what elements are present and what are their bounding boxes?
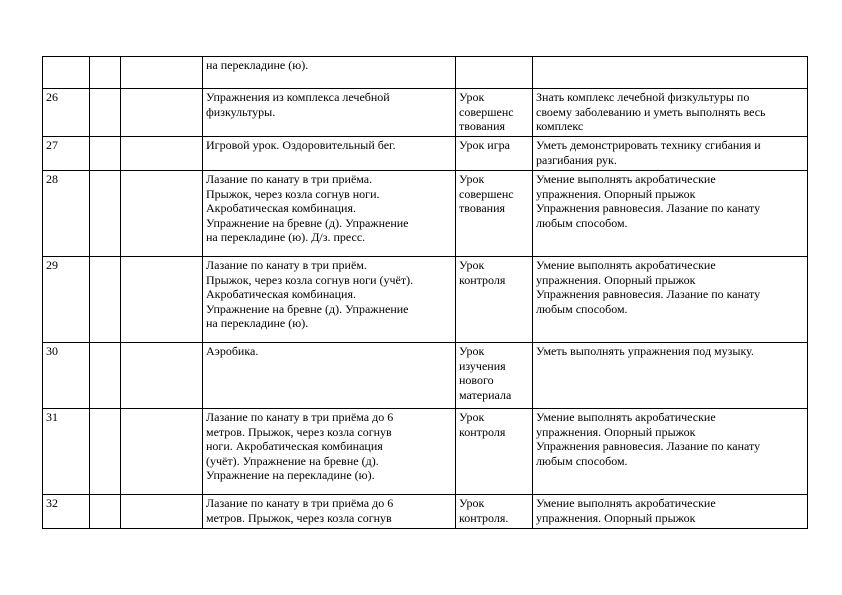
type-line: Урок [459, 410, 485, 424]
date-fact-cell [121, 89, 203, 137]
type-line: Урок [459, 496, 485, 510]
lesson-number-cell: 32 [43, 495, 90, 529]
type-line: нового [459, 373, 494, 387]
type-line: Урок [459, 90, 485, 104]
table-row [43, 171, 808, 257]
lesson-type-cell [456, 57, 533, 89]
requirement-line: комплекс [536, 119, 584, 133]
date-fact-cell [121, 171, 203, 257]
date-plan-cell [90, 137, 121, 171]
requirement-line: Умение выполнять акробатические [536, 410, 716, 424]
topic-line: метров. Прыжок, через козла согнув [206, 424, 392, 439]
lesson-number-cell: 28 [43, 171, 90, 257]
topic-line: на перекладине (ю). [206, 58, 309, 72]
table-row [43, 409, 808, 495]
lesson-type-cell [456, 257, 533, 343]
date-plan-cell [90, 495, 121, 529]
topic-line: Упражнение на перекладине (ю). [206, 468, 375, 482]
lesson-topic-cell [203, 257, 456, 343]
type-line: Урок [459, 258, 485, 272]
topic-line: Лазание по канату в три приёма. [206, 172, 373, 186]
topic-line: Лазание по канату в три приёма до 6 [206, 410, 394, 424]
type-line: Урок [459, 344, 485, 358]
topic-line: на перекладине (ю). Д/з. пресс. [206, 230, 366, 244]
table-row [43, 257, 808, 343]
lesson-number-cell: 27 [43, 137, 90, 171]
requirement-line: Умение выполнять акробатические [536, 258, 716, 272]
lesson-type-cell [456, 495, 533, 529]
lesson-number-cell: 31 [43, 409, 90, 495]
requirement-line: любым способом. [536, 301, 628, 316]
lesson-number-cell: 30 [43, 343, 90, 409]
type-line: Урок игра [459, 138, 510, 152]
requirement-line: Умение выполнять акробатические [536, 496, 716, 510]
lesson-number-cell: 26 [43, 89, 90, 137]
requirement-line: Умение выполнять акробатические [536, 172, 716, 186]
lesson-topic-cell [203, 137, 456, 171]
lesson-topic-cell [203, 57, 456, 89]
requirements-cell [533, 89, 808, 137]
lesson-plan-body [43, 57, 808, 529]
table-row [43, 89, 808, 137]
lesson-type-cell [456, 171, 533, 257]
requirement-line: Уметь демонстрировать технику сгибания и [536, 138, 761, 152]
date-plan-cell [90, 343, 121, 409]
date-fact-cell [121, 495, 203, 529]
requirement-line: Упражнения равновесия. Лазание по канату [536, 201, 761, 215]
requirements-cell [533, 137, 808, 171]
lesson-topic-cell [203, 343, 456, 409]
type-line: материала [459, 387, 512, 402]
lesson-topic-cell [203, 171, 456, 257]
requirement-line: любым способом. [536, 453, 628, 468]
table-row [43, 495, 808, 529]
topic-line: Лазание по канату в три приём. [206, 258, 367, 272]
requirement-line: Уметь выполнять упражнения под музыку. [536, 344, 754, 358]
requirement-line: Знать комплекс лечебной физкультуры по [536, 90, 750, 104]
date-plan-cell [90, 409, 121, 495]
requirements-cell [533, 171, 808, 257]
topic-line: Упражнение на бревне (д). Упражнение [206, 301, 409, 316]
date-fact-cell [121, 57, 203, 89]
requirement-line: Упражнения равновесия. Лазание по канату [536, 439, 761, 453]
requirement-line: упражнения. Опорный прыжок [536, 424, 696, 439]
type-line: Урок [459, 172, 485, 186]
table-row [43, 137, 808, 171]
type-line: контроля [459, 424, 506, 439]
topic-line: Акробатическая комбинация. [206, 201, 356, 215]
lesson-number-cell: 29 [43, 257, 90, 343]
lesson-number-cell [43, 57, 90, 89]
type-line: контроля [459, 272, 506, 287]
date-plan-cell [90, 257, 121, 343]
requirement-line: упражнения. Опорный прыжок [536, 272, 696, 287]
type-line: твования [459, 119, 506, 133]
table-row [43, 343, 808, 409]
date-plan-cell [90, 89, 121, 137]
lesson-type-cell [456, 89, 533, 137]
date-fact-cell [121, 409, 203, 495]
date-fact-cell [121, 343, 203, 409]
type-line: совершенс [459, 186, 514, 201]
lesson-plan-table [42, 56, 808, 529]
lesson-topic-cell [203, 409, 456, 495]
topic-line: ноги. Акробатическая комбинация [206, 439, 383, 453]
lesson-type-cell [456, 343, 533, 409]
topic-line: Упражнение на бревне (д). Упражнение [206, 215, 409, 230]
date-plan-cell [90, 57, 121, 89]
topic-line: метров. Прыжок, через козла согнув [206, 510, 392, 525]
topic-line: на перекладине (ю). [206, 316, 309, 330]
lesson-topic-cell [203, 89, 456, 137]
topic-line: (учёт). Упражнение на бревне (д). [206, 453, 379, 468]
lesson-type-cell [456, 137, 533, 171]
requirements-cell [533, 409, 808, 495]
table-row [43, 57, 808, 89]
topic-line: Аэробика. [206, 344, 259, 358]
requirement-line: упражнения. Опорный прыжок [536, 510, 696, 525]
date-fact-cell [121, 137, 203, 171]
type-line: изучения [459, 358, 506, 373]
requirement-line: разгибания рук. [536, 152, 617, 167]
date-plan-cell [90, 171, 121, 257]
requirement-line: любым способом. [536, 215, 628, 230]
requirement-line: своему заболеванию и уметь выполнять весь [536, 104, 766, 119]
type-line: совершенс [459, 104, 514, 119]
type-line: контроля. [459, 510, 509, 525]
topic-line: Лазание по канату в три приёма до 6 [206, 496, 394, 510]
requirements-cell [533, 257, 808, 343]
requirements-cell [533, 343, 808, 409]
topic-line: Акробатическая комбинация. [206, 287, 356, 301]
topic-line: Игровой урок. Оздоровительный бег. [206, 138, 396, 152]
topic-line: Прыжок, через козла согнув ноги (учёт). [206, 272, 414, 287]
date-fact-cell [121, 257, 203, 343]
topic-line: Прыжок, через козла согнув ноги. [206, 186, 380, 201]
lesson-type-cell [456, 409, 533, 495]
topic-line: Упражнения из комплекса лечебной [206, 90, 390, 104]
requirements-cell [533, 57, 808, 89]
requirements-cell [533, 495, 808, 529]
type-line: твования [459, 201, 506, 215]
requirement-line: упражнения. Опорный прыжок [536, 186, 696, 201]
lesson-topic-cell [203, 495, 456, 529]
requirement-line: Упражнения равновесия. Лазание по канату [536, 287, 761, 301]
topic-line: физкультуры. [206, 104, 276, 119]
